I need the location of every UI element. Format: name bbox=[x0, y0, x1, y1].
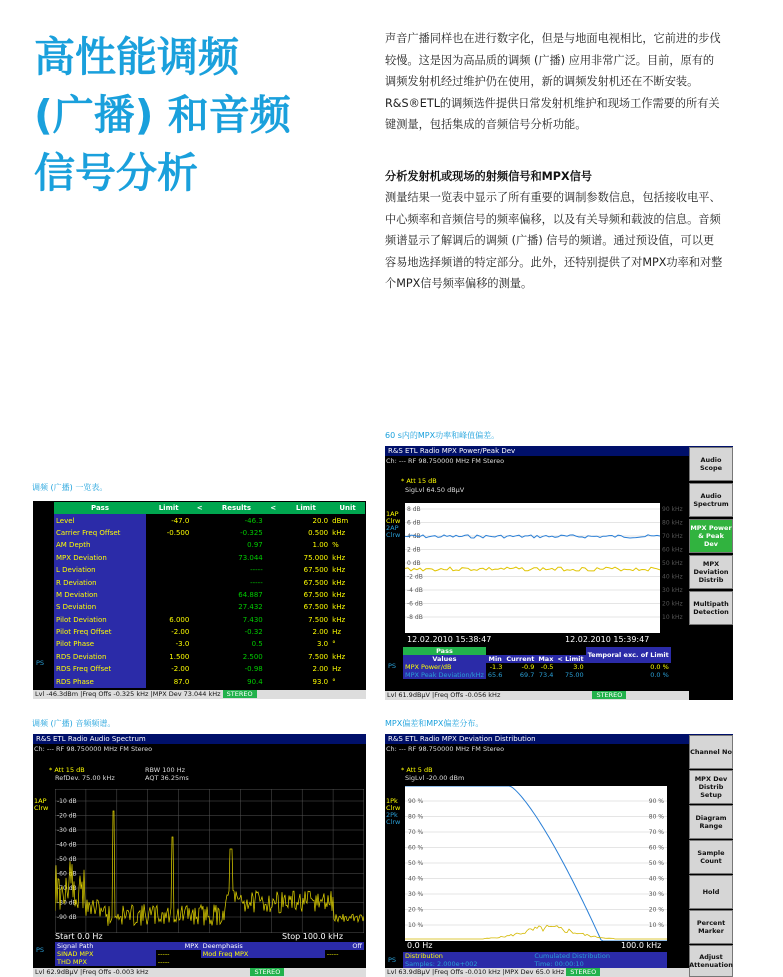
list-cell: -0.32 bbox=[208, 626, 265, 638]
status-bar bbox=[385, 691, 689, 700]
list-cell: ----- bbox=[208, 576, 265, 588]
right-tick-label: 50 kHz bbox=[662, 560, 683, 567]
info-cell: THD MPX bbox=[55, 958, 156, 966]
left-tick-label: 8 dB bbox=[407, 506, 421, 513]
list-cell: 2.500 bbox=[208, 651, 265, 663]
audio-info-table bbox=[55, 942, 364, 966]
audio-spectrum-screen bbox=[33, 734, 366, 977]
list-cell: MPX Deviation bbox=[54, 552, 146, 564]
list-row bbox=[54, 626, 365, 638]
ps-label: PS bbox=[388, 662, 397, 670]
list-cell bbox=[265, 614, 282, 626]
list-row bbox=[54, 589, 365, 601]
sum-cell: -0.5 bbox=[540, 663, 554, 671]
left-tick-label: 20 % bbox=[408, 906, 424, 914]
softkey-diagram-range[interactable]: Diagram Range bbox=[689, 805, 733, 839]
sum-max: Max bbox=[538, 655, 554, 663]
right-tick-label: 30 kHz bbox=[662, 587, 683, 594]
right-tick-label: 90 % bbox=[648, 798, 664, 805]
distribution-chart bbox=[405, 786, 667, 941]
right-tick-label: 20 % bbox=[648, 906, 664, 914]
list-cell: Hz bbox=[330, 663, 365, 675]
trace-info: 2Pk bbox=[386, 811, 398, 819]
sum-pass: Pass bbox=[403, 647, 486, 655]
list-cell bbox=[191, 675, 208, 687]
right-tick-label: 80 kHz bbox=[662, 519, 683, 527]
softkey-mpx-deviation-distrib[interactable]: MPX Deviation Distrib bbox=[689, 555, 733, 589]
list-cell bbox=[146, 552, 191, 564]
list-cell: 73.044 bbox=[208, 552, 265, 564]
list-cell bbox=[265, 638, 282, 650]
list-cell: 75.000 bbox=[282, 552, 331, 564]
ps-label: PS bbox=[36, 659, 45, 667]
screen-title-bar: R&S ETL Radio Audio Spectrum bbox=[33, 734, 366, 744]
info-cell bbox=[325, 958, 364, 966]
left-tick-label: -6 dB bbox=[407, 600, 423, 608]
mpx-distrib-screen bbox=[385, 734, 733, 977]
sum-cell: -1.3 bbox=[489, 663, 503, 671]
list-cell bbox=[191, 552, 208, 564]
caption-distrib: MPX偏差和MPX偏差分布。 bbox=[385, 719, 484, 728]
list-cell: kHz bbox=[330, 527, 365, 539]
col-unit: Unit bbox=[330, 502, 365, 514]
left-tick-label: 50 % bbox=[408, 860, 424, 867]
list-row bbox=[54, 614, 365, 626]
sum-cell: 65.6 bbox=[487, 671, 503, 679]
list-cell: RDS Freq Offset bbox=[54, 663, 146, 675]
channel-line: Ch: --- RF 98.750000 MHz FM Stereo bbox=[386, 745, 505, 753]
list-cell: 90.4 bbox=[208, 675, 265, 687]
intro-paragraph: 声音广播同样也在进行数字化，但是与地面电视相比，它前进的步伐较慢。这是因为高品质的调频 (广播) 应用非常广泛。目前，原有的调频发射机经过维护仍在使用，新的调频发射机还在不断安装。R&S®ETL的调频选件提供日常发射机维护和现场工作需要的所有关键测量，包括集成的音频信号分析功能。 bbox=[385, 32, 721, 131]
mpx-power-screen bbox=[385, 446, 733, 700]
list-cell bbox=[265, 626, 282, 638]
list-cell: S Deviation bbox=[54, 601, 146, 613]
list-cell: -0.98 bbox=[208, 663, 265, 675]
list-row bbox=[54, 564, 365, 576]
list-cell: 67.500 bbox=[282, 601, 331, 613]
left-tick-label: 30 % bbox=[408, 891, 424, 898]
caption-list: 调频 (广播) 一览表。 bbox=[32, 483, 108, 492]
right-tick-label: 50 % bbox=[648, 860, 664, 867]
list-row bbox=[54, 576, 365, 588]
list-cell bbox=[191, 527, 208, 539]
info-cell: Mod Freq MPX bbox=[201, 950, 325, 958]
stop-freq: Stop 100.0 kHz bbox=[282, 932, 344, 941]
refdev-label: RefDev. 75.00 kHz bbox=[55, 774, 115, 782]
tick-label: -60 dB bbox=[57, 870, 77, 878]
list-cell bbox=[265, 651, 282, 663]
sum-cell: 75.00 bbox=[564, 671, 584, 679]
softkey-mpx-power[interactable]: MPX Power & Peak Dev bbox=[689, 519, 733, 553]
softkey-percent-marker[interactable]: Percent Marker bbox=[689, 910, 733, 944]
status-text: Lvl -46.3dBm |Freq Offs -0.325 kHz |MPX Dev 73.044 kHz bbox=[35, 690, 221, 698]
sum-values: Values bbox=[403, 655, 486, 663]
section-subheading: 分析发射机或现场的射频信号和MPX信号 bbox=[385, 170, 592, 183]
list-cell: 87.0 bbox=[146, 675, 191, 687]
col-lt: < bbox=[191, 502, 208, 514]
sum-cell: 3.0 bbox=[573, 663, 584, 671]
tick-label: -90 dB bbox=[57, 914, 77, 921]
audio-spectrum-chart bbox=[55, 789, 364, 933]
list-cell: 0.97 bbox=[208, 539, 265, 551]
col-limit2: Limit bbox=[282, 502, 331, 514]
tick-label: -20 dB bbox=[57, 812, 77, 820]
list-cell: 2.00 bbox=[282, 626, 331, 638]
att-label: * Att 15 dB bbox=[49, 766, 85, 774]
list-cell bbox=[191, 589, 208, 601]
softkey-adjust-attenuation[interactable]: Adjust Attenuation bbox=[689, 945, 733, 977]
left-tick-label: -2 dB bbox=[407, 573, 423, 581]
title-line: 高性能调频 bbox=[34, 33, 239, 81]
status-bar bbox=[385, 968, 689, 977]
list-cell bbox=[191, 576, 208, 588]
sum-cell: 0.0 % bbox=[650, 671, 669, 679]
left-tick-label: 80 % bbox=[408, 813, 424, 821]
info-cell: Samples: 2.000e+002 bbox=[403, 960, 532, 968]
list-cell bbox=[146, 564, 191, 576]
list-cell: 67.500 bbox=[282, 589, 331, 601]
right-tick-label: 90 kHz bbox=[662, 506, 683, 513]
stereo-badge: STEREO bbox=[592, 691, 626, 699]
trace-info: 1AP bbox=[34, 797, 47, 805]
time-start: 12.02.2010 15:38:47 bbox=[407, 635, 492, 644]
list-cell: 67.500 bbox=[282, 576, 331, 588]
list-cell bbox=[191, 614, 208, 626]
info-cell: SINAD MPX bbox=[55, 950, 156, 958]
list-cell bbox=[265, 514, 282, 526]
list-cell: kHz bbox=[330, 552, 365, 564]
right-tick-label: 60 kHz bbox=[662, 546, 683, 554]
channel-line: Ch: --- RF 98.750000 MHz FM Stereo bbox=[34, 745, 153, 753]
ps-label: PS bbox=[36, 946, 45, 954]
stop-freq: 100.0 kHz bbox=[621, 941, 662, 950]
right-tick-label: 80 % bbox=[648, 813, 664, 821]
list-cell: 93.0 bbox=[282, 675, 331, 687]
sum-limit: < Limit bbox=[557, 655, 584, 663]
right-tick-label: 30 % bbox=[648, 891, 664, 898]
list-cell bbox=[191, 539, 208, 551]
left-tick-label: 6 dB bbox=[407, 519, 421, 527]
sum-current: Current bbox=[506, 655, 535, 663]
list-cell: M Deviation bbox=[54, 589, 146, 601]
fm-list-table bbox=[54, 502, 365, 688]
list-cell: 64.887 bbox=[208, 589, 265, 601]
status-text: Lvl 62.9dBµV |Freq Offs -0.003 kHz bbox=[35, 968, 149, 976]
channel-line: Ch: --- RF 98.750000 MHz FM Stereo bbox=[386, 457, 505, 465]
list-cell: 7.500 bbox=[282, 651, 331, 663]
list-cell bbox=[265, 675, 282, 687]
trace-info: Clrw bbox=[386, 531, 401, 539]
tick-label: -70 dB bbox=[57, 885, 77, 892]
stereo-badge: STEREO bbox=[566, 968, 600, 976]
info-cell: ----- bbox=[157, 958, 170, 966]
list-cell: Pilot Freq Offset bbox=[54, 626, 146, 638]
stereo-badge: STEREO bbox=[223, 690, 257, 698]
status-bar bbox=[33, 968, 366, 977]
info-cell: Off bbox=[325, 942, 364, 950]
right-tick-label: 40 % bbox=[648, 875, 664, 883]
att-label: * Att 5 dB bbox=[401, 766, 433, 774]
siglvl-label: SigLvl 64.50 dBµV bbox=[405, 486, 465, 494]
list-cell: kHz bbox=[330, 564, 365, 576]
status-text: Lvl 61.9dBµV |Freq Offs -0.056 kHz bbox=[387, 691, 501, 699]
list-cell: -0.325 bbox=[208, 527, 265, 539]
trace-info: 2AP bbox=[386, 524, 399, 532]
info-cell: ----- bbox=[326, 950, 339, 958]
list-cell bbox=[265, 663, 282, 675]
tick-label: -30 dB bbox=[57, 827, 77, 834]
right-tick-label: 20 kHz bbox=[662, 600, 683, 608]
right-tick-label: 70 % bbox=[648, 829, 664, 836]
list-row bbox=[54, 663, 365, 675]
power-chart bbox=[405, 503, 687, 633]
list-cell bbox=[191, 663, 208, 675]
col-lt2: < bbox=[265, 502, 282, 514]
sum-cell: 73.4 bbox=[538, 671, 554, 679]
trace-info: Clrw bbox=[34, 804, 49, 812]
screen-title-bar: R&S ETL Radio MPX Deviation Distribution bbox=[385, 734, 733, 744]
screen-title-bar: R&S ETL Radio MPX Power/Peak Dev bbox=[385, 446, 733, 456]
sum-cell: 0.0 % bbox=[650, 663, 669, 671]
caption-spectrum: 调频 (广播) 音频频谱。 bbox=[32, 719, 116, 728]
plot-area bbox=[405, 786, 667, 941]
left-tick-label: 70 % bbox=[408, 829, 424, 836]
softkey-channel-no[interactable]: Channel No bbox=[689, 735, 733, 769]
list-cell: L Deviation bbox=[54, 564, 146, 576]
list-cell: kHz bbox=[330, 601, 365, 613]
fm-list-screen bbox=[33, 501, 366, 699]
list-cell: ° bbox=[330, 675, 365, 687]
list-cell: Pilot Phase bbox=[54, 638, 146, 650]
list-cell: -2.00 bbox=[146, 626, 191, 638]
status-bar bbox=[33, 690, 366, 699]
left-tick-label: -8 dB bbox=[407, 614, 423, 621]
page-title bbox=[34, 28, 334, 202]
tick-label: -50 dB bbox=[57, 856, 77, 863]
list-cell: 6.000 bbox=[146, 614, 191, 626]
list-cell bbox=[265, 539, 282, 551]
softkey-audio-scope[interactable]: Audio Scope bbox=[689, 447, 733, 481]
list-row bbox=[54, 675, 365, 687]
list-row bbox=[54, 651, 365, 663]
list-cell bbox=[191, 514, 208, 526]
list-cell: kHz bbox=[330, 614, 365, 626]
trace-info: 1Pk bbox=[386, 797, 398, 805]
list-cell bbox=[146, 589, 191, 601]
info-cell: Time: 00:00:10 bbox=[532, 960, 667, 968]
list-cell: 7.430 bbox=[208, 614, 265, 626]
list-cell bbox=[265, 527, 282, 539]
list-cell: 7.500 bbox=[282, 614, 331, 626]
tick-label: -80 dB bbox=[57, 899, 77, 907]
info-cell bbox=[201, 958, 325, 966]
list-cell bbox=[191, 564, 208, 576]
softkey-hold[interactable]: Hold bbox=[689, 875, 733, 909]
list-row bbox=[54, 514, 365, 526]
left-tick-label: 90 % bbox=[408, 798, 424, 805]
info-cell: Distribution bbox=[403, 952, 532, 960]
info-cell: Signal Path bbox=[55, 942, 156, 950]
list-cell bbox=[265, 552, 282, 564]
list-cell: -47.0 bbox=[146, 514, 191, 526]
left-tick-label: 4 dB bbox=[407, 533, 421, 540]
info-cell: MPX bbox=[156, 942, 201, 950]
list-cell bbox=[265, 564, 282, 576]
list-cell: 3.0 bbox=[282, 638, 331, 650]
col-results: Results bbox=[208, 502, 265, 514]
sum-cell: 69.7 bbox=[519, 671, 535, 679]
list-cell: Carrier Freq Offset bbox=[54, 527, 146, 539]
list-cell: 1.500 bbox=[146, 651, 191, 663]
left-tick-label: 40 % bbox=[408, 875, 424, 883]
list-row bbox=[54, 539, 365, 551]
list-row bbox=[54, 527, 365, 539]
start-freq: Start 0.0 Hz bbox=[55, 932, 103, 941]
left-tick-label: -4 dB bbox=[407, 587, 423, 594]
list-cell bbox=[191, 638, 208, 650]
list-cell bbox=[191, 601, 208, 613]
softkey-audio-spectrum[interactable]: Audio Spectrum bbox=[689, 483, 733, 517]
right-tick-label: 40 kHz bbox=[662, 573, 683, 581]
list-cell: ° bbox=[330, 638, 365, 650]
list-cell: RDS Phase bbox=[54, 675, 146, 687]
trace-info: 1AP bbox=[386, 510, 399, 518]
info-cell: Deemphasis bbox=[201, 942, 325, 950]
time-end: 12.02.2010 15:39:47 bbox=[565, 635, 650, 644]
softkey-sample-count[interactable]: Sample Count bbox=[689, 840, 733, 874]
list-cell: Hz bbox=[330, 626, 365, 638]
info-cell: Cumulated Distribution bbox=[532, 952, 667, 960]
sum-cell: MPX Power/dB bbox=[403, 663, 486, 671]
right-tick-label: 10 kHz bbox=[662, 614, 683, 621]
trace-info: Clrw bbox=[386, 804, 401, 812]
left-tick-label: 0 dB bbox=[407, 560, 421, 567]
list-cell: 0.5 bbox=[208, 638, 265, 650]
trace-info: Clrw bbox=[386, 517, 401, 525]
list-cell: Pilot Deviation bbox=[54, 614, 146, 626]
left-tick-label: 60 % bbox=[408, 844, 424, 852]
att-label: * Att 15 dB bbox=[401, 477, 437, 485]
list-cell: 27.432 bbox=[208, 601, 265, 613]
list-cell bbox=[191, 626, 208, 638]
list-cell: 67.500 bbox=[282, 564, 331, 576]
title-line: (广播) 和音频 bbox=[34, 91, 291, 139]
list-cell: % bbox=[330, 539, 365, 551]
list-cell: kHz bbox=[330, 651, 365, 663]
body-paragraph: 测量结果一览表中显示了所有重要的调制参数信息，包括接收电平、中心频率和音频信号的频率偏移，以及有关导频和载波的信息。音频频谱显示了解调后的调频 (广播) 信号的频谱。通过预设值，可以更容易地选择频谱的特定部分。此外，还特别提供了对MPX功率和对整个MPX信号频率偏移的测量。 bbox=[385, 191, 723, 290]
list-cell: 1.00 bbox=[282, 539, 331, 551]
list-row bbox=[54, 552, 365, 564]
list-cell bbox=[265, 576, 282, 588]
sum-cell: MPX Peak Deviation/kHz bbox=[405, 671, 484, 679]
status-text: Lvl 63.9dBµV |Freq Offs -0.010 kHz |MPX Dev 65.0 kHz bbox=[387, 968, 565, 976]
list-cell: kHz bbox=[330, 589, 365, 601]
list-cell: kHz bbox=[330, 576, 365, 588]
list-cell bbox=[265, 589, 282, 601]
stereo-badge: STEREO bbox=[250, 968, 284, 976]
list-row bbox=[54, 601, 365, 613]
ps-label: PS bbox=[388, 956, 397, 964]
sum-min: Min bbox=[486, 655, 504, 663]
list-cell: -2.00 bbox=[146, 663, 191, 675]
list-cell bbox=[265, 601, 282, 613]
list-cell: 0.500 bbox=[282, 527, 331, 539]
list-cell: Level bbox=[54, 514, 146, 526]
tick-label: -40 dB bbox=[57, 841, 77, 849]
right-tick-label: 10 % bbox=[648, 922, 664, 929]
list-cell bbox=[191, 651, 208, 663]
start-freq: 0.0 Hz bbox=[407, 941, 433, 950]
aqt-label: AQT 36.25ms bbox=[145, 774, 189, 782]
list-cell: AM Depth bbox=[54, 539, 146, 551]
list-cell: -46.3 bbox=[208, 514, 265, 526]
list-cell: dBm bbox=[330, 514, 365, 526]
caption-power: 60 s内的MPX功率和峰值偏差。 bbox=[385, 431, 500, 440]
siglvl-label: SigLvl -20.00 dBm bbox=[405, 774, 465, 782]
rbw-label: RBW 100 Hz bbox=[145, 766, 186, 774]
tick-label: -10 dB bbox=[57, 798, 77, 805]
list-cell: 20.0 bbox=[282, 514, 331, 526]
info-cell: ----- bbox=[157, 950, 170, 958]
col-pass: Pass bbox=[54, 502, 146, 514]
list-cell bbox=[146, 601, 191, 613]
list-cell: ----- bbox=[208, 564, 265, 576]
left-tick-label: 2 dB bbox=[407, 546, 421, 554]
trace-info: Clrw bbox=[386, 818, 401, 826]
list-cell: RDS Deviation bbox=[54, 651, 146, 663]
list-row bbox=[54, 638, 365, 650]
col-limit: Limit bbox=[146, 502, 191, 514]
left-tick-label: 10 % bbox=[408, 922, 424, 929]
sum-cell: -0.9 bbox=[521, 663, 535, 671]
list-cell: 2.00 bbox=[282, 663, 331, 675]
power-summary-table bbox=[403, 647, 671, 679]
list-cell bbox=[146, 539, 191, 551]
distrib-info-table bbox=[403, 952, 667, 968]
list-cell bbox=[146, 576, 191, 588]
list-cell: R Deviation bbox=[54, 576, 146, 588]
right-tick-label: 70 kHz bbox=[662, 533, 683, 540]
right-tick-label: 60 % bbox=[648, 844, 664, 852]
title-line: 信号分析 bbox=[34, 149, 198, 197]
softkey-multipath-detection[interactable]: Multipath Detection bbox=[689, 591, 733, 625]
list-cell: -0.500 bbox=[146, 527, 191, 539]
softkey-mpx-dev-distrib-setup[interactable]: MPX Dev Distrib Setup bbox=[689, 770, 733, 804]
list-cell: -3.0 bbox=[146, 638, 191, 650]
sum-temporal: Temporal exc. of Limit bbox=[586, 647, 671, 663]
